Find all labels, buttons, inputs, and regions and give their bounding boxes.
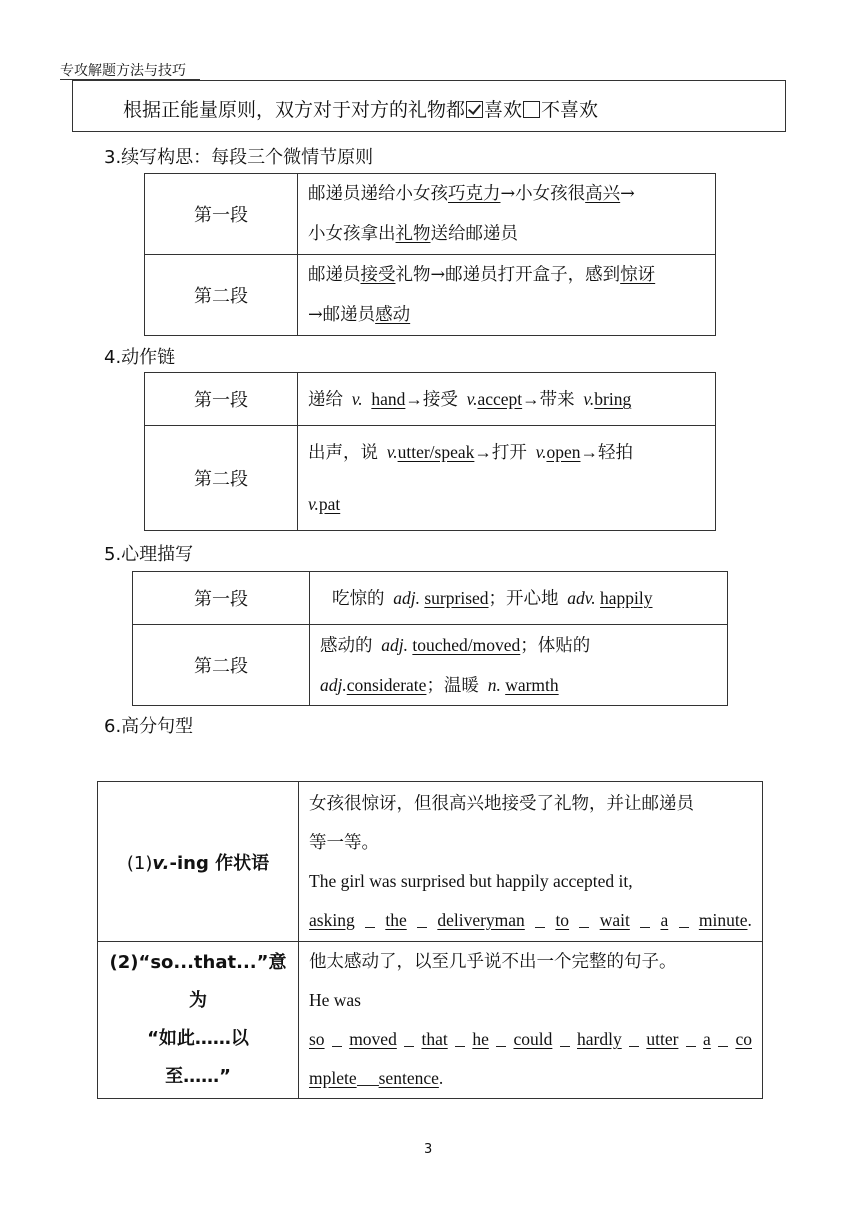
row-label: 第二段 [145, 255, 298, 336]
table-row [145, 174, 716, 255]
answer-line: so moved that he could hardly utter a co [309, 1029, 752, 1049]
row-content: 女孩很惊讶，但很高兴地接受了礼物，并让邮递员 等一等。 The girl was surprised but happily accepted it, asking the deliveryman to wait a minute. [299, 782, 763, 942]
row-label: 第一段 [145, 373, 298, 426]
page-number: 3 [424, 1142, 433, 1157]
section-heading-4: 4.动作链 [104, 347, 176, 368]
dislike-option: 不喜欢 [541, 99, 599, 121]
table-row [133, 625, 728, 706]
note-text [123, 95, 598, 122]
row-content: 他太感动了，以至几乎说不出一个完整的句子。 He was so moved that he could hardly utter a co mplete sentence. [299, 942, 763, 1099]
answer-line: mplete sentence. [309, 1068, 444, 1088]
action-chain-table [144, 372, 716, 531]
row-label: (1)v.-ing 作状语 [98, 782, 299, 942]
table-row [133, 572, 728, 625]
plot-table [144, 173, 716, 336]
note-prefix: 根据正能量原则，双方对于对方的礼物都 [123, 99, 466, 121]
row-label: 第二段 [133, 625, 310, 706]
table-row [145, 373, 716, 426]
table-row [98, 942, 763, 1099]
row-label: (2)“so...that...”意为 “如此……以 至……” [98, 942, 299, 1099]
section-heading-5: 5.心理描写 [104, 544, 194, 565]
sentence-pattern-table [97, 781, 763, 1099]
row-label: 第二段 [145, 426, 298, 531]
table-row [145, 426, 716, 531]
row-label: 第一段 [133, 572, 310, 625]
row-content: 感动的 adj. touched/moved；体贴的 adj.considerate；温暖 n. warmth [310, 625, 728, 706]
row-content: 递给 v. hand→接受 v.accept→带来 v.bring [298, 373, 716, 426]
section-heading-3: 3.续写构思：每段三个微情节原则 [104, 147, 374, 168]
row-content: 邮递员接受礼物→邮递员打开盒子，感到惊讶 →邮递员感动 [298, 255, 716, 336]
empty-box-icon [523, 101, 540, 118]
row-content: 吃惊的 adj. surprised；开心地 adv. happily [310, 572, 728, 625]
checked-box-icon [466, 101, 483, 118]
psychology-table [132, 571, 728, 706]
section-heading-6: 6.高分句型 [104, 716, 194, 737]
page-header: 专攻解题方法与技巧 [60, 60, 186, 80]
table-row [98, 782, 763, 942]
positive-energy-note [72, 80, 786, 132]
row-content: 出声，说 v.utter/speak→打开 v.open→轻拍 v.pat [298, 426, 716, 531]
row-label: 第一段 [145, 174, 298, 255]
answer-line: asking the deliveryman to wait a minute. [309, 909, 752, 930]
row-content: 邮递员递给小女孩巧克力→小女孩很高兴→ 小女孩拿出礼物送给邮递员 [298, 174, 716, 255]
table-row [145, 255, 716, 336]
like-option: 喜欢 [484, 99, 523, 121]
